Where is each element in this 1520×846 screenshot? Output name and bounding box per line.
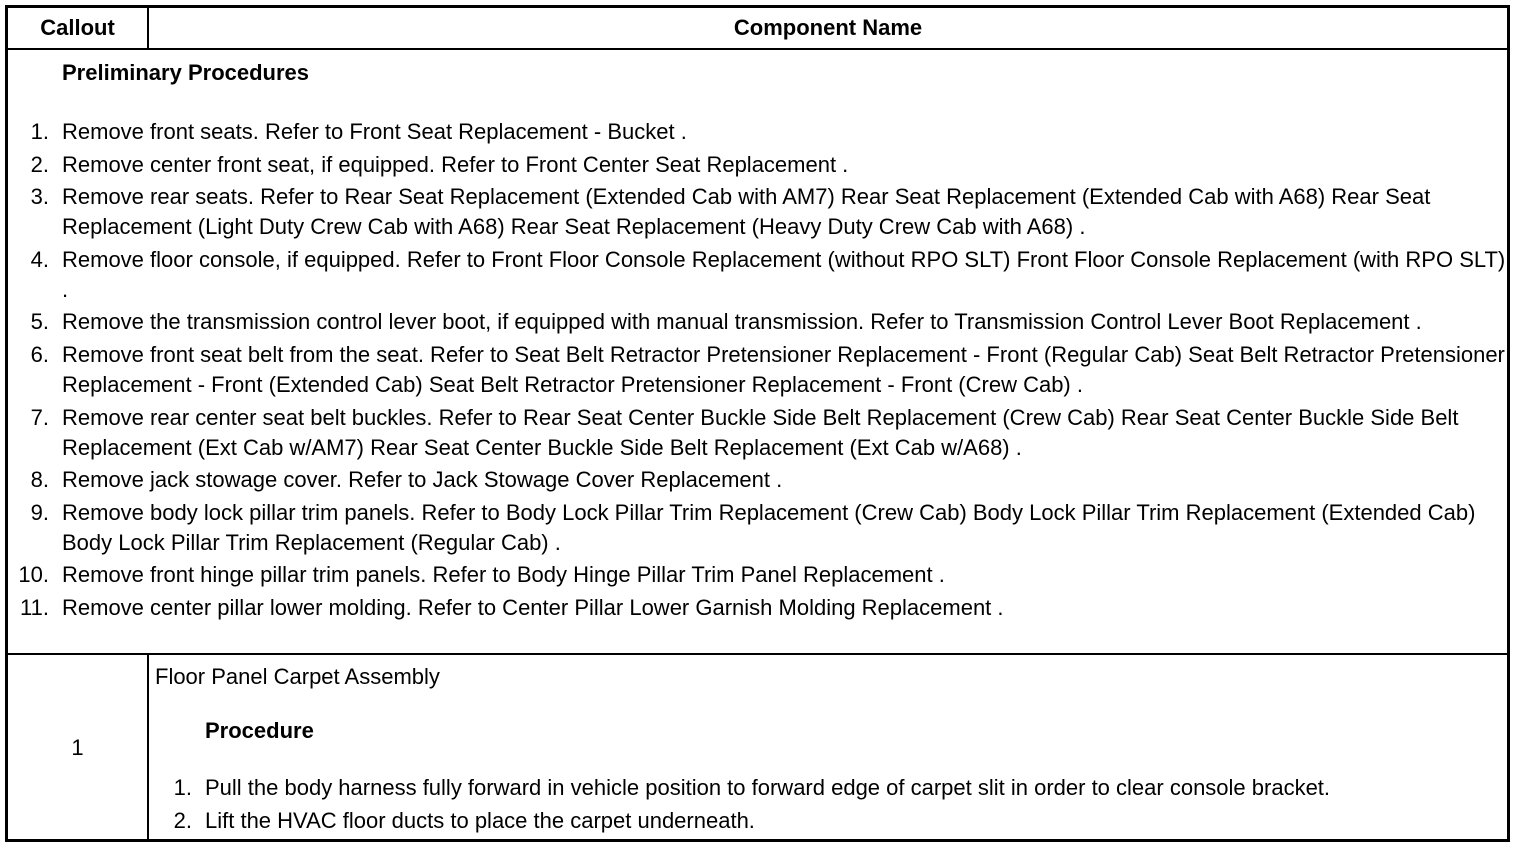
list-item <box>8 182 1507 242</box>
preliminary-steps-list <box>8 117 1507 626</box>
step-text: Remove center pillar lower molding. Refer to Center Pillar Lower Garnish Molding Replacement . <box>62 594 1004 620</box>
step-number: 1. <box>30 119 49 144</box>
list-item <box>8 150 1507 180</box>
procedure-title: Procedure <box>205 718 314 743</box>
component-cell <box>149 655 1507 841</box>
step-number: 4. <box>30 246 49 272</box>
step-number: 10. <box>18 562 49 588</box>
preliminary-procedures-title: Preliminary Procedures <box>62 60 310 85</box>
step-text: Lift the HVAC floor ducts to place the carpet underneath. <box>205 808 755 833</box>
component-name: Floor Panel Carpet Assembly <box>155 664 440 689</box>
list-item <box>8 465 1507 495</box>
preliminary-procedures-section <box>8 50 1507 653</box>
step-number: 2. <box>30 151 49 177</box>
step-number: 11. <box>20 594 49 620</box>
list-item <box>8 340 1507 400</box>
table-row <box>8 653 1507 841</box>
list-item <box>8 307 1507 337</box>
step-number: 9. <box>30 499 49 525</box>
list-item <box>8 560 1507 590</box>
callout-header: Callout <box>8 8 149 48</box>
step-text: Remove rear seats. Refer to Rear Seat Replacement (Extended Cab with AM7) Rear Seat Replacement (Extended Cab with A68) Rear Seat Replacement (Light Duty Crew Cab with A68) Rear Seat Replacement (Heavy Duty Crew Cab with A68) . <box>62 184 1431 240</box>
list-item <box>8 593 1507 623</box>
callout-cell: 1 <box>8 655 149 841</box>
step-text: Remove jack stowage cover. Refer to Jack Stowage Cover Replacement . <box>62 467 783 493</box>
list-item <box>8 245 1507 305</box>
step-text: Remove center front seat, if equipped. Refer to Front Center Seat Replacement . <box>62 151 849 177</box>
step-number: 8. <box>30 467 49 493</box>
list-item <box>8 403 1507 463</box>
step-number: 3. <box>30 184 49 210</box>
step-number: 7. <box>30 404 49 430</box>
step-text: Remove floor console, if equipped. Refer to Front Floor Console Replacement (without RPO SLT) Front Floor Console Replacement (with RPO SLT) . <box>62 246 1506 302</box>
component-name-header: Component Name <box>733 15 923 40</box>
step-text: Remove front hinge pillar trim panels. Refer to Body Hinge Pillar Trim Panel Replacement . <box>62 562 945 588</box>
step-number: 5. <box>30 309 49 335</box>
step-text: Remove front seats. Refer to Front Seat Replacement - Bucket . <box>62 119 687 144</box>
component-table <box>5 5 1510 842</box>
step-text: Remove rear center seat belt buckles. Refer to Rear Seat Center Buckle Side Belt Replacement (Crew Cab) Rear Seat Center Buckle Side Belt Replacement (Ext Cab w/AM7) Rear Seat Center Buckle Side Belt Replacement (Ext Cab w/A68) . <box>62 404 1459 460</box>
procedure-steps-list <box>149 773 1507 839</box>
step-text: Remove body lock pillar trim panels. Refer to Body Lock Pillar Trim Replacement (Crew Cab) Body Lock Pillar Trim Replacement (Extended Cab) Body Lock Pillar Trim Replacement (Regular Cab) . <box>62 499 1476 555</box>
table-header <box>8 8 1507 50</box>
list-item <box>8 498 1507 558</box>
list-item <box>8 117 1507 147</box>
step-number: 1. <box>173 775 192 800</box>
list-item <box>149 773 1507 803</box>
step-text: Remove front seat belt from the seat. Refer to Seat Belt Retractor Pretensioner Replacement - Front (Regular Cab) Seat Belt Retractor Pretensioner Replacement - Front (Extended Cab) Seat Belt Retractor Pretensioner Replacement - Front (Crew Cab) . <box>62 341 1505 397</box>
step-number: 2. <box>173 808 192 833</box>
step-text: Remove the transmission control lever boot, if equipped with manual transmission. Refer to Transmission Control Lever Boot Replacement . <box>62 309 1422 335</box>
list-item <box>149 806 1507 836</box>
step-number: 6. <box>30 341 49 367</box>
step-text: Pull the body harness fully forward in vehicle position to forward edge of carpet slit in order to clear console bracket. <box>205 775 1331 800</box>
